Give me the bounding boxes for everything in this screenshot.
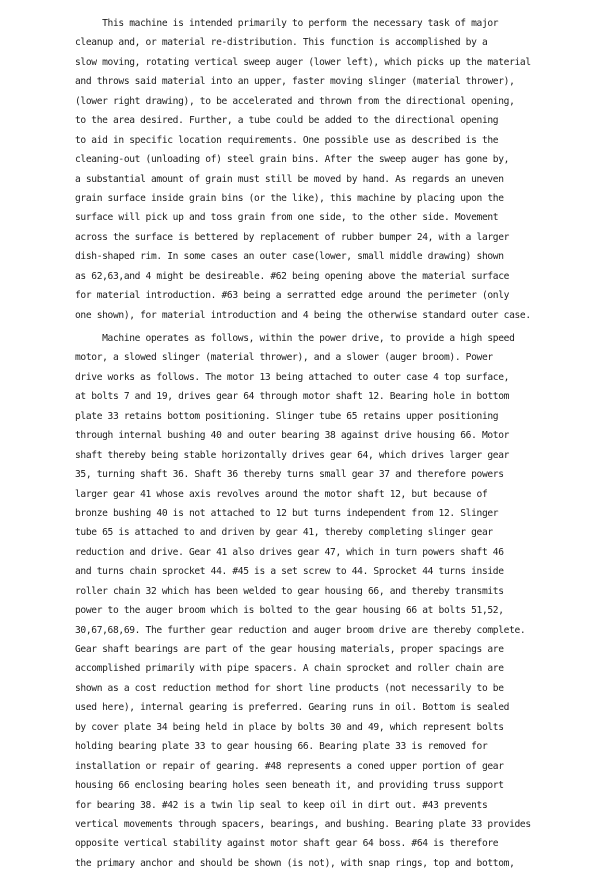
text-line: 35, turning shaft 36. Shaft 36 thereby turns small gear 37 and therefore powers	[75, 469, 504, 481]
text-line: Gear shaft bearings are part of the gear housing materials, proper spacings are	[75, 644, 504, 655]
text-line: used here), internal gearing is preferred. Gearing runs in oil. Bottom is sealed	[75, 702, 510, 714]
text-line: tube 65 is attached to and driven by gear 41, thereby completing slinger gear	[75, 527, 493, 539]
text-line: opposite vertical stability against motor shaft gear 64 boss. #64 is therefore	[75, 838, 499, 850]
text-line: accomplished primarily with pipe spacers. A chain sprocket and roller chain are	[75, 663, 504, 675]
text-line: holding bearing plate 33 to gear housing 66. Bearing plate 33 is removed for	[75, 741, 488, 753]
text-line: for bearing 38. #42 is a twin lip seal to keep oil in dirt out. #43 prevents	[75, 799, 488, 811]
text-line: and turns chain sprocket 44. #45 is a set screw to 44. Sprocket 44 turns inside	[75, 566, 504, 578]
text-line: cleanup and, or material re-distribution. This function is accomplished by a	[75, 37, 488, 49]
text-line: for material introduction. #63 being a serratted edge around the perimeter (only	[75, 290, 510, 302]
text-line: bronze bushing 40 is not attached to 12 but turns independent from 12. Slinger	[75, 507, 499, 519]
text-line: and throws said material into an upper, faster moving slinger (material thrower),	[75, 76, 515, 88]
text-line: the primary anchor and should be shown (is not), with snap rings, top and bottom,	[75, 857, 515, 869]
text-line: surface will pick up and toss grain from one side, to the other side. Movement	[75, 212, 499, 224]
text-line: across the surface is bettered by replacement of rubber bumper 24, with a larger	[75, 231, 510, 243]
text-line: cleaning-out (unloading of) steel grain bins. After the sweep auger has gone by,	[75, 154, 510, 166]
text-line: 30,67,68,69. The further gear reduction and auger broom drive are thereby complete.	[75, 624, 526, 636]
text-line: to the area desired. Further, a tube could be added to the directional opening	[75, 115, 499, 127]
text-line: dish-shaped rim. In some cases an outer case(lower, small middle drawing) shown	[75, 251, 504, 263]
text-line: slow moving, rotating vertical sweep auger (lower left), which picks up the material	[75, 56, 531, 68]
text-line: reduction and drive. Gear 41 also drives gear 47, which in turn powers shaft 46	[75, 546, 504, 558]
text-line: at bolts 7 and 19, drives gear 64 through motor shaft 12. Bearing hole in bottom	[75, 391, 510, 403]
text-line: shown as a cost reduction method for short line products (not necessarily to be	[75, 682, 504, 694]
text-line: as 62,63,and 4 might be desireable. #62 being opening above the material surface	[75, 270, 510, 282]
text-line: a substantial amount of grain must still be moved by hand. As regards an uneven	[75, 173, 504, 185]
text-line: roller chain 32 which has been welded to gear housing 66, and thereby transmits	[75, 585, 504, 597]
text-line: one shown), for material introduction and 4 being the otherwise standard outer case.	[75, 309, 531, 321]
text-line: vertical movements through spacers, bearings, and bushing. Bearing plate 33 provides	[75, 818, 531, 830]
text-line: grain surface inside grain bins (or the like), this machine by placing upon the	[75, 192, 504, 204]
paragraph-2	[75, 329, 586, 873]
text-line: (lower right drawing), to be accelerated and thrown from the directional opening,	[75, 95, 515, 107]
text-line: housing 66 enclosing bearing holes seen beneath it, and providing truss support	[75, 780, 504, 792]
text-line: This machine is intended primarily to perform the necessary task of major	[75, 18, 499, 29]
text-line: Machine operates as follows, within the power drive, to provide a high speed	[75, 333, 515, 344]
text-line: drive works as follows. The motor 13 being attached to outer case 4 top surface,	[75, 371, 510, 383]
text-line: motor, a slowed slinger (material thrower), and a slower (auger broom). Power	[75, 352, 493, 364]
text-line: plate 33 retains bottom positioning. Slinger tube 65 retains upper positioning	[75, 410, 499, 422]
text-line: installation or repair of gearing. #48 represents a coned upper portion of gear	[75, 760, 504, 772]
text-line: to aid in specific location requirements. One possible use as described is the	[75, 134, 499, 146]
text-line: power to the auger broom which is bolted to the gear housing 66 at bolts 51,52,	[75, 605, 504, 617]
text-line: larger gear 41 whose axis revolves around the motor shaft 12, but because of	[75, 488, 488, 500]
text-line: by cover plate 34 being held in place by bolts 30 and 49, which represent bolts	[75, 721, 504, 733]
text-line: through internal bushing 40 and outer bearing 38 against drive housing 66. Motor	[75, 430, 510, 442]
paragraph-1	[75, 14, 586, 325]
text-line: shaft thereby being stable horizontally drives gear 64, which drives larger gear	[75, 449, 510, 461]
